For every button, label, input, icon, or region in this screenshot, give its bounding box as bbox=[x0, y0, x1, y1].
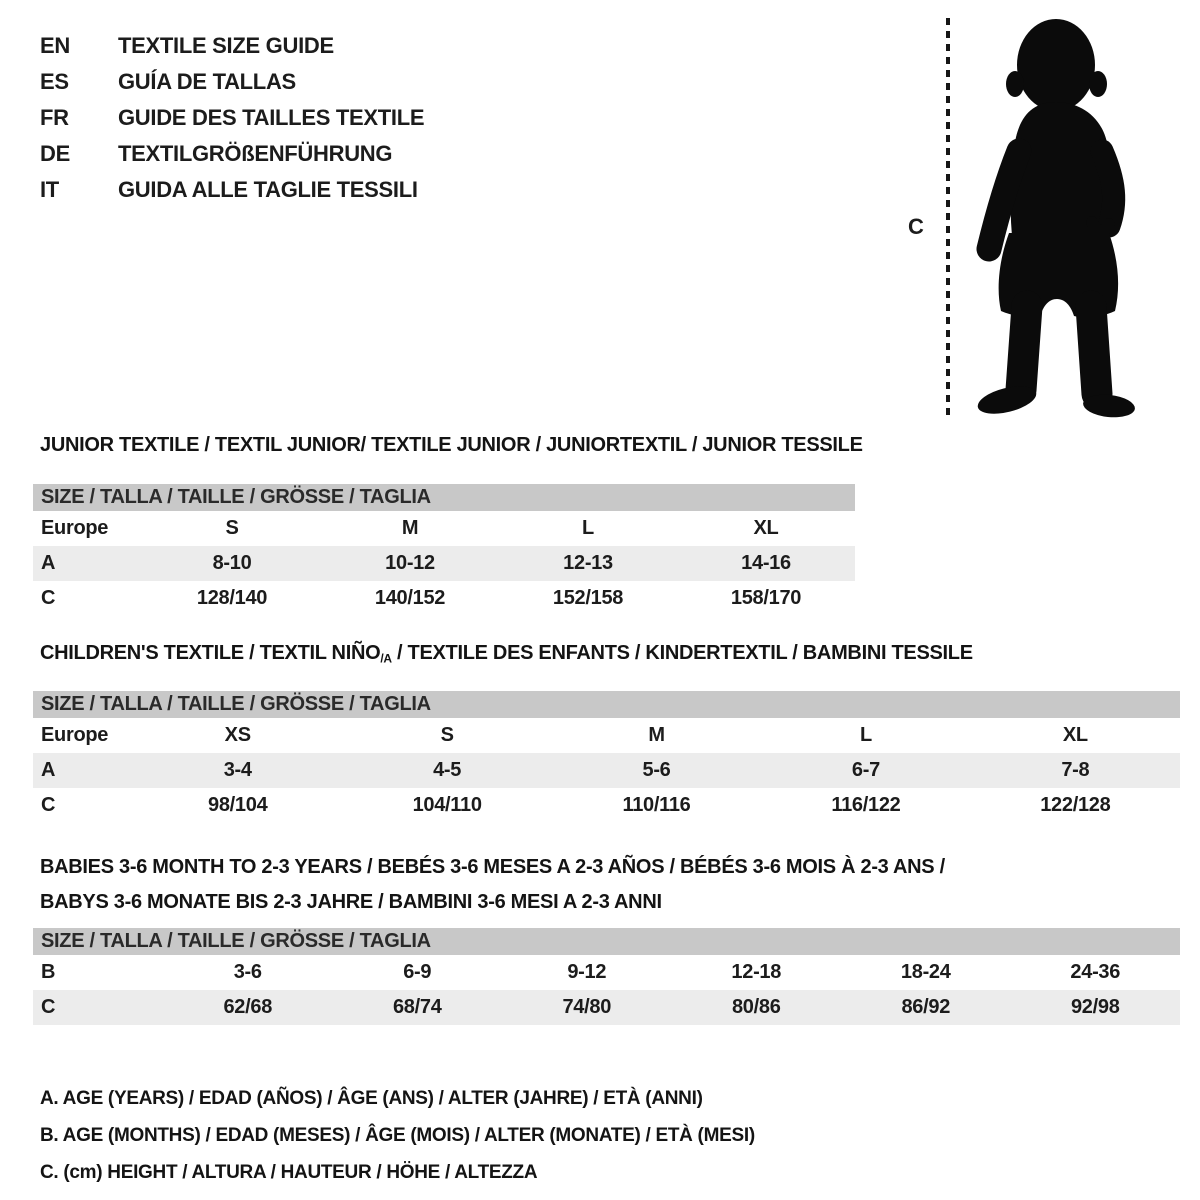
junior-section-title: JUNIOR TEXTILE / TEXTIL JUNIOR/ TEXTILE JUNIOR / JUNIORTEXTIL / JUNIOR TESSILE bbox=[40, 434, 863, 456]
table-cell: 9-12 bbox=[567, 961, 607, 983]
children-title-post: / TEXTILE DES ENFANTS / KINDERTEXTIL / BAMBINI TESSILE bbox=[391, 642, 973, 664]
table-cell: 62/68 bbox=[223, 996, 273, 1018]
table-cell: XL bbox=[753, 517, 779, 539]
size-table-header: SIZE / TALLA / TAILLE / GRÖSSE / TAGLIA bbox=[33, 928, 1180, 955]
table-cell: 122/128 bbox=[1040, 794, 1111, 816]
table-cell: XL bbox=[1062, 724, 1088, 746]
table-cell: 6-9 bbox=[403, 961, 432, 983]
table-row bbox=[33, 788, 1180, 823]
children-size-table bbox=[33, 691, 1180, 823]
table-cell: S bbox=[440, 724, 454, 746]
lang-label: GUIDA ALLE TAGLIE TESSILI bbox=[118, 177, 418, 202]
table-cell: 140/152 bbox=[374, 587, 446, 609]
legend-line-c: C. (cm) HEIGHT / ALTURA / HAUTEUR / HÖHE / ALTEZZA bbox=[40, 1162, 538, 1183]
table-cell: 3-4 bbox=[223, 759, 252, 781]
table-cell: 12-13 bbox=[563, 552, 613, 574]
language-header bbox=[40, 28, 424, 208]
row-label: C bbox=[41, 587, 56, 609]
height-dashed-line bbox=[946, 18, 950, 416]
table-cell: 14-16 bbox=[741, 552, 791, 574]
lang-label: GUIDE DES TAILLES TEXTILE bbox=[118, 105, 425, 130]
babies-title-line1: BABIES 3-6 MONTH TO 2-3 YEARS / BEBÉS 3-6 MESES A 2-3 AÑOS / BÉBÉS 3-6 MOIS À 2-3 ANS / bbox=[40, 856, 945, 878]
row-label: C bbox=[41, 996, 56, 1018]
table-cell: 10-12 bbox=[385, 552, 435, 574]
lang-row-it bbox=[40, 172, 424, 208]
table-cell: XS bbox=[224, 724, 251, 746]
baby-silhouette-icon bbox=[963, 18, 1138, 418]
junior-size-table bbox=[33, 484, 855, 616]
lang-label: GUÍA DE TALLAS bbox=[118, 69, 296, 94]
table-cell: 128/140 bbox=[196, 587, 268, 609]
table-row bbox=[33, 718, 1180, 753]
lang-code: ES bbox=[40, 69, 69, 94]
size-table-header: SIZE / TALLA / TAILLE / GRÖSSE / TAGLIA bbox=[33, 691, 1180, 718]
lang-code: EN bbox=[40, 33, 70, 58]
table-cell: M bbox=[648, 724, 665, 746]
lang-row-fr bbox=[40, 100, 424, 136]
table-cell: 12-18 bbox=[731, 961, 782, 983]
row-label: Europe bbox=[41, 724, 109, 746]
size-table-header: SIZE / TALLA / TAILLE / GRÖSSE / TAGLIA bbox=[33, 484, 855, 511]
lang-row-es bbox=[40, 64, 424, 100]
table-cell: 80/86 bbox=[731, 996, 781, 1018]
legend-line-a: A. AGE (YEARS) / EDAD (AÑOS) / ÂGE (ANS) / ALTER (JAHRE) / ETÀ (ANNI) bbox=[40, 1088, 703, 1109]
table-cell: 116/122 bbox=[831, 794, 901, 816]
children-title-sub: /A bbox=[380, 651, 392, 666]
lang-code: DE bbox=[40, 141, 70, 166]
table-cell: 104/110 bbox=[412, 794, 482, 816]
table-row bbox=[33, 955, 1180, 990]
table-cell: 18-24 bbox=[900, 961, 951, 983]
table-cell: 7-8 bbox=[1061, 759, 1090, 781]
table-row bbox=[33, 990, 1180, 1025]
babies-size-table bbox=[33, 928, 1180, 1025]
babies-title-line2: BABYS 3-6 MONATE BIS 2-3 JAHRE / BAMBINI 3-6 MESI A 2-3 ANNI bbox=[40, 891, 662, 913]
row-label: Europe bbox=[41, 517, 109, 539]
table-cell: 4-5 bbox=[433, 759, 462, 781]
table-cell: 98/104 bbox=[208, 794, 268, 816]
lang-label: TEXTILGRÖßENFÜHRUNG bbox=[118, 141, 393, 166]
table-cell: L bbox=[582, 517, 594, 539]
table-cell: L bbox=[859, 724, 872, 746]
lang-code: IT bbox=[40, 177, 59, 202]
babies-section-title bbox=[40, 850, 945, 920]
table-cell: 74/80 bbox=[562, 996, 612, 1018]
row-label: B bbox=[41, 961, 56, 983]
row-label: C bbox=[41, 794, 56, 816]
table-cell: 3-6 bbox=[233, 961, 262, 983]
table-cell: 24-36 bbox=[1070, 961, 1121, 983]
lang-row-de bbox=[40, 136, 424, 172]
lang-label: TEXTILE SIZE GUIDE bbox=[118, 33, 334, 58]
row-label: A bbox=[41, 759, 56, 781]
height-measure-label: C bbox=[908, 214, 924, 239]
table-cell: S bbox=[225, 517, 239, 539]
table-cell: 5-6 bbox=[642, 759, 671, 781]
legend-line-b: B. AGE (MONTHS) / EDAD (MESES) / ÂGE (MOIS) / ALTER (MONATE) / ETÀ (MESI) bbox=[40, 1125, 755, 1146]
table-row bbox=[33, 546, 855, 581]
table-row bbox=[33, 753, 1180, 788]
table-row bbox=[33, 511, 855, 546]
table-cell: M bbox=[401, 517, 419, 539]
table-cell: 110/116 bbox=[622, 794, 691, 816]
table-cell: 86/92 bbox=[901, 996, 951, 1018]
lang-row-en bbox=[40, 28, 424, 64]
table-cell: 8-10 bbox=[212, 552, 252, 574]
legend bbox=[40, 1080, 755, 1191]
table-cell: 68/74 bbox=[392, 996, 442, 1018]
table-cell: 152/158 bbox=[552, 587, 624, 609]
table-cell: 92/98 bbox=[1070, 996, 1120, 1018]
table-cell: 158/170 bbox=[730, 587, 802, 609]
table-row bbox=[33, 581, 855, 616]
row-label: A bbox=[41, 552, 56, 574]
lang-code: FR bbox=[40, 105, 69, 130]
children-title-pre: CHILDREN'S TEXTILE / TEXTIL NIÑO bbox=[40, 642, 381, 664]
table-cell: 6-7 bbox=[851, 759, 880, 781]
children-section-title bbox=[40, 642, 973, 666]
